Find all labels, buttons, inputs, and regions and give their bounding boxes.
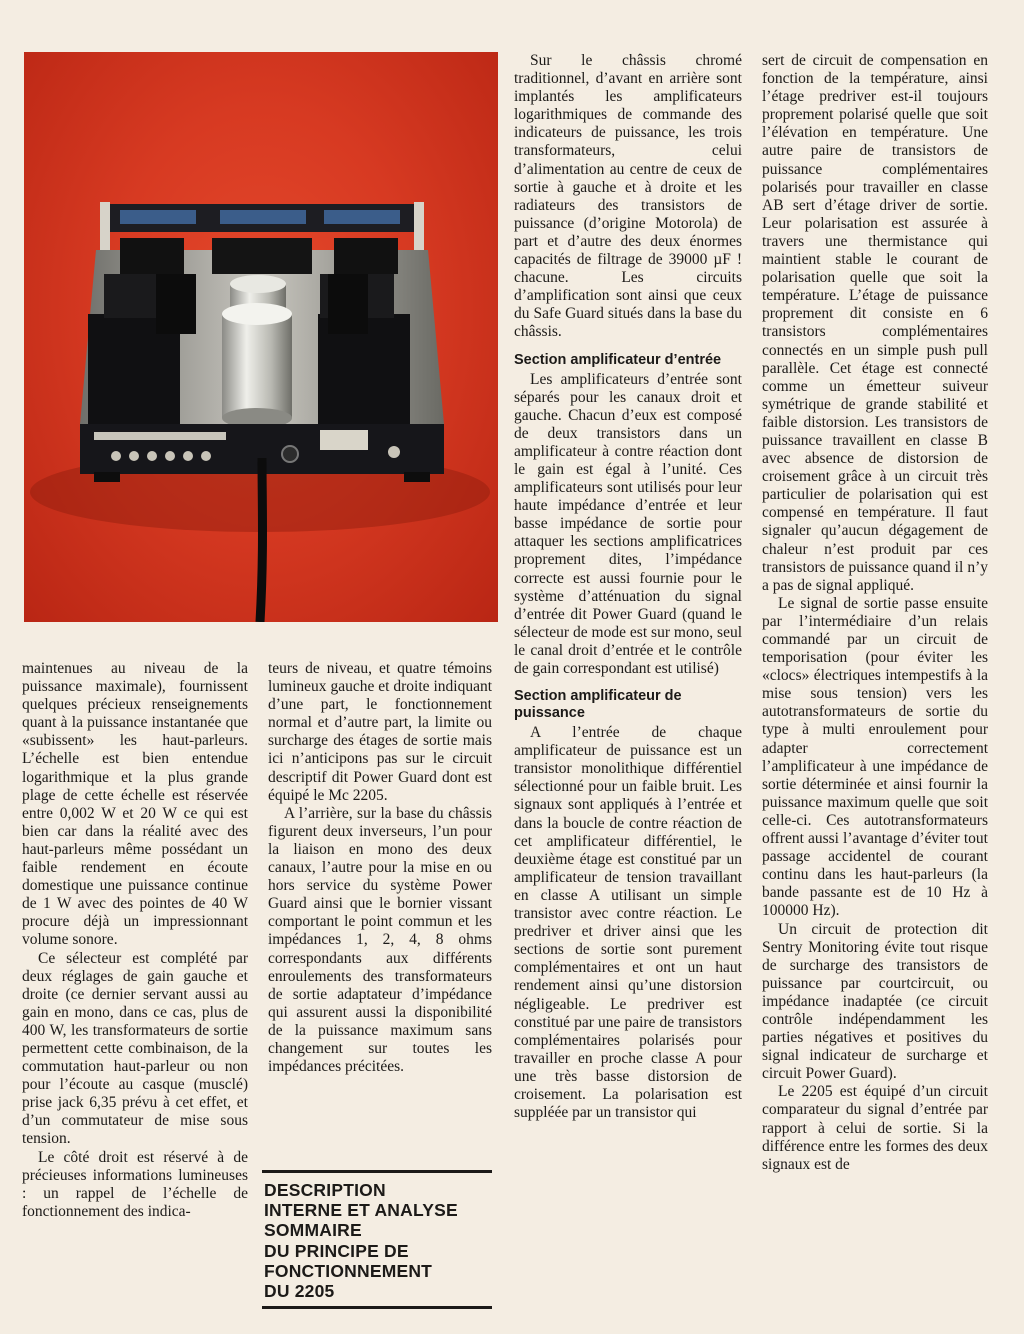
heading-rule-top	[262, 1170, 492, 1173]
heading-line: FONCTIONNEMENT	[264, 1260, 433, 1281]
heading-line: DU 2205	[264, 1281, 335, 1302]
column-4	[762, 52, 988, 1174]
paragraph: Le signal de sortie passe ensuite par l’intermédiaire d’un relais commandé par un circuit de temporisation (pour éviter les «clocs» électriques intempestifs à la mise sous tension) vers les autotransformateurs de sortie du type à multi enroulement pour adapter correctement l’amplificateur à une impédance de sortie déterminée et ainsi fournir la puissance maximum quelle que soit celle-ci. Ces autotransformateurs offrent aussi l’avantage d’éviter tout passage accidentel de courant continu dans les haut-parleurs (la bande passante est de 10 Hz à 100000 Hz).	[762, 594, 988, 920]
paragraph: A l’arrière, sur la base du châssis figurent deux inverseurs, l’un pour la liaison en mono des deux canaux, l’autre pour la mise en ou hors service du système Power Guard ainsi que le bornier vissant comportant le point commun et les impédances 1, 2, 4, 8 ohms correspondants aux différents enroulements des transformateurs de sortie adaptateur d’impédance qui assurent aussi la disponibilité de la puissance maximum sans changement sur toutes les impédances précitées.	[268, 804, 492, 1076]
description-heading	[264, 1180, 494, 1301]
heading-line: INTERNE ET ANALYSE	[264, 1200, 458, 1221]
heading-line: DESCRIPTION	[264, 1180, 386, 1200]
heading-rule-bottom	[262, 1306, 492, 1309]
section-heading-power: Section amplificateur de puissance	[514, 688, 682, 722]
amplifier-illustration	[24, 52, 498, 622]
paragraph: Un circuit de protection dit Sentry Monitoring évite tout risque de surcharge des transistors de puissance par courtcircuit, ou impédance inadaptée (ce circuit contrôle indépendamment les parties négatives et positives du signal indicateur de surcharge et circuit Power Guard).	[762, 920, 988, 1083]
column-3	[514, 52, 742, 1122]
amplifier-photo	[24, 52, 498, 622]
paragraph: teurs de niveau, et quatre témoins lumineux gauche et droite indiquant d’une part, le fonctionnement normal et d’autre part, la limite ou surcharge des étages de sortie mais ici n’anticipons pas sur le circuit descriptif dit Power Guard dont est équipé le Mc 2205.	[268, 660, 492, 804]
section-heading-input: Section amplificateur d’entrée	[514, 351, 722, 368]
column-1	[22, 660, 248, 1221]
paragraph: sert de circuit de compensation en fonction de la température, ainsi l’étage predriver est-il toujours proprement polarisé quelle que soit l’élévation en température. Une autre paire de transistors de puissance complémentaires polarisés pour travailler en classe AB sert d’étage driver de sortie. Leur polarisation est assurée à travers une thermistance qui maintient stable le courant de polarisation quelle que soit la température. L’étage de puissance proprement dit consiste en 6 transistors complémentaires connectés en un simple push pull parallèle. Cet étage est connecté comme un émetteur suiveur symétrique de grande stabilité et faible distorsion. Les transistors de puissance travaillent en classe B avec absence de distorsion de croisement grâce à un circuit très particulier de polarisation qui est compensé en température. Il faut signaler qu’aucun dégagement de chaleur n’est produit par ces transistors de puissance quand il n’y a pas de signal appliqué.	[762, 52, 988, 594]
paragraph: Les amplificateurs d’entrée sont séparés pour les canaux droit et gauche. Chacun d’eux est composé de deux transistors dans un amplificateur à contre réaction dont le gain est égal à l’unité. Ces amplificateurs sont utilisés pour leur haute impédance d’entrée et leur basse impédance de sortie pour attaquer les sections amplificatrices proprement dites, l’impédance correcte est aussi fournie pour le système d’atténuation du signal d’entrée dit Power Guard (quand le sélecteur de mode est sur mono, seul le canal droit d’entrée et le contrôle de gain correspondant est utilisé)	[514, 370, 742, 677]
paragraph: maintenues au niveau de la puissance maximale), fournissent quelques précieux renseignements quant à la puissance instantanée que «subissent» les haut-parleurs. L’échelle est bien entendue logarithmique et la plus grande plage de cette échelle est réservée entre 0,002 W et 20 W ce qui est bien car dans la réalité avec des haut-parleurs même possédant un faible rendement en écoute domestique une puissance continue de 1 W avec des pointes de 40 W procure déjà un impressionnant volume sonore.	[22, 660, 248, 949]
heading-line: DU PRINCIPE DE	[264, 1240, 409, 1261]
column-2	[268, 660, 492, 1076]
paragraph: Le 2205 est équipé d’un circuit comparateur du signal d’entrée par rapport à celui de sortie. Si la différence entre les formes des deux signaux est de	[762, 1083, 988, 1173]
paragraph: Le côté droit est réservé à de précieuses informations lumineuses : un rappel de l’échelle de fonctionnement des indica-	[22, 1148, 248, 1220]
paragraph: Ce sélecteur est complété par deux réglages de gain gauche et droite (ce dernier servant aussi au gain en mono, dans ce cas, plus de 400 W, les transformateurs de sortie permettent cette combinaison, de la commutation haut-parleur ou non pour l’écoute au casque (musclé) prise jack 6,35 prévu à cet effet, et d’un commutateur de mise sous tension.	[22, 949, 248, 1148]
paragraph: Sur le châssis chromé traditionnel, d’avant en arrière sont implantés les amplificateurs logarithmiques de commande des indicateurs de puissance, les trois transformateurs, celui d’alimentation au centre de ceux de sortie à gauche et à droite et les radiateurs des transistors de puissance (d’origine Motorola) de part et d’autre des deux énormes capacités de filtrage de 39000 µF ! chacune. Les circuits d’amplification sont ainsi que ceux du Safe Guard situés dans la base du châssis.	[514, 52, 742, 341]
paragraph: A l’entrée de chaque amplificateur de puissance est un transistor monolithique différentiel sélectionné pour un faible bruit. Les signaux sont appliqués à l’entrée et dans la boucle de contre réaction de cet amplificateur différentiel, le deuxième étage est constitué par un amplificateur de tension travaillant en classe A utilisant un simple transistor avec contre réaction. Le predriver et driver ainsi que les sections de sortie sont purement complémentaires et ont un haut rendement ainsi qu’une distorsion négligeable. Le predriver est constitué par une paire de transistors complémentaires polarisés pour travailler en proche classe A pour une très basse distorsion de croisement. La polarisation est suppléée par un transistor qui	[514, 724, 742, 1122]
heading-line: SOMMAIRE	[264, 1220, 362, 1241]
